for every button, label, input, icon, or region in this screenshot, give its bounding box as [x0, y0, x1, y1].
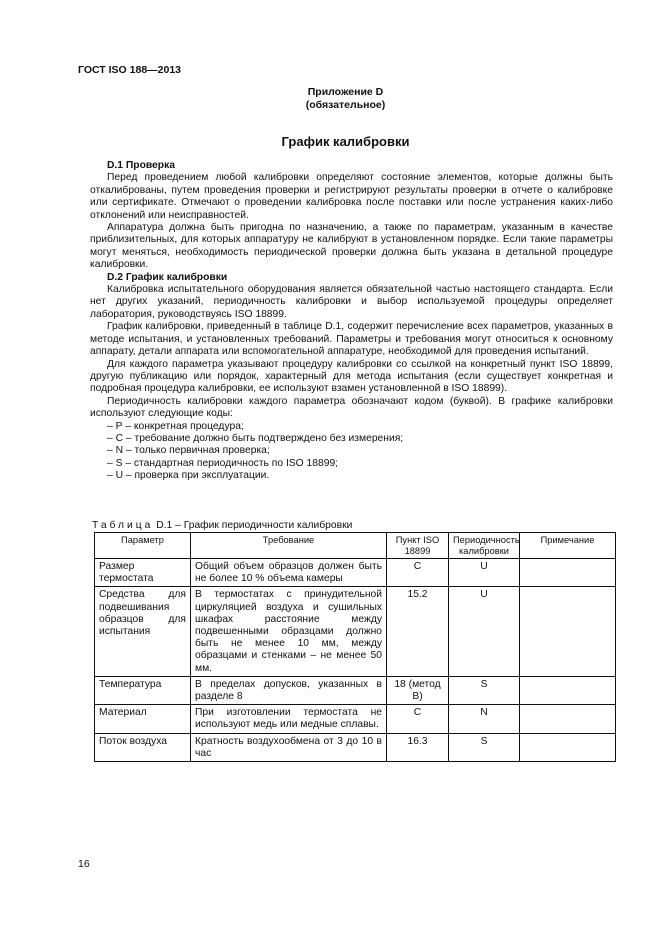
paragraph-d2-4: Периодичность калибровки каждого параметра обозначают кодом (буквой). В графике калибровки используют следующие коды:: [90, 395, 613, 420]
table-row: [95, 705, 616, 733]
paragraph-d2-2: График калибровки, приведенный в таблице D.1, содержит перечисление всех параметров, указанных в методе испытания, и установленных требований. Параметры и требования могут относиться к основному аппарату, детали аппарата или вспомогательной аппаратуре, необходимой для проведения испытаний.: [90, 321, 613, 358]
code-list-item: – U – проверка при эксплуатации.: [107, 470, 270, 482]
cell-requirement: В термостатах с принудительной циркуляцией воздуха и сушильных шкафах расстояние между подвешенными образцами должно быть не менее 10 мм, между образцами и стенками – не менее 50 мм.: [191, 587, 387, 676]
cell-clause: 18 (метод B): [387, 676, 449, 704]
cell-clause: 16.3: [387, 733, 449, 761]
header-requirement: Требование: [191, 533, 387, 559]
cell-note: [520, 559, 616, 587]
table-row: [95, 587, 616, 676]
cell-requirement: Кратность воздухообмена от 3 до 10 в час: [191, 733, 387, 761]
cell-parameter: Размер термостата: [95, 559, 191, 587]
cell-requirement: При изготовлении термостата не используют медь или медные сплавы.: [191, 705, 387, 733]
annex-status: (обязательное): [305, 99, 386, 111]
code-list-item: – Р – конкретная процедура;: [107, 420, 244, 432]
cell-parameter: Средства для подвешивания образцов для испытания: [95, 587, 191, 676]
cell-clause: C: [387, 705, 449, 733]
cell-periodicity: S: [449, 733, 520, 761]
code-list-item: – N – только первичная проверка;: [107, 445, 270, 457]
cell-periodicity: U: [449, 559, 520, 587]
cell-clause: C: [387, 559, 449, 587]
page-number: 16: [78, 858, 90, 870]
code-list-item: – С – требование должно быть подтверждено без измерения;: [107, 432, 404, 444]
header-clause: Пункт ISO 18899: [387, 533, 449, 559]
page-title: График калибровки: [281, 134, 410, 149]
document-id: ГОСТ ISO 188—2013: [78, 64, 182, 76]
code-list-item: – S – стандартная периодичность по ISO 18899;: [107, 457, 339, 469]
table-caption-text: D.1 – График периодичности калибровки: [156, 520, 353, 531]
annex-title: Приложение D: [307, 86, 384, 98]
table-row: [95, 676, 616, 704]
paragraph-d1-1: Перед проведением любой калибровки определяют состояние элементов, которые должны быть откалиброваны, путем проведения проверки и регистрируют результаты проверки в отчете о калибровке или сертификате. Отмечают о проведении калибровка после поставки или после устранения каких-либо отклонений или неисправностей.: [90, 172, 613, 221]
cell-parameter: Температура: [95, 676, 191, 704]
table-row: [95, 559, 616, 587]
paragraph-d2-1: Калибровка испытательного оборудования является обязательной частью настоящего стандарта. Если нет других указаний, периодичность калибровки и выбор используемой процедуры определяет лаборатория, руководствуясь ISO 18899.: [90, 284, 613, 320]
table-caption-word: Таблица: [92, 520, 154, 531]
cell-parameter: Поток воздуха: [95, 733, 191, 761]
cell-requirement: В пределах допусков, указанных в разделе 8: [191, 676, 387, 704]
paragraph-d1-2: Аппаратура должна быть пригодна по назначению, а также по параметрам, указанным в качестве приблизительных, для которых аппаратуру не калибруют в установленном порядке. Если такие параметры могут меняться, необходимость периодической проверки должна быть указана в детальной процедуре калибровки.: [90, 222, 613, 271]
header-note: Примечание: [520, 533, 616, 559]
paragraph-d2-3: Для каждого параметра указывают процедуру калибровки со ссылкой на конкретный пункт ISO 18899, другую публикацию или порядок, характерный для метода испытания (если существует конкретная и подробная процедура калибровки, ее используют взамен установленной в ISO 18899).: [90, 358, 613, 395]
calibration-table: [94, 532, 616, 762]
table-header-row: [95, 533, 616, 559]
header-parameter: Параметр: [95, 533, 191, 559]
section-heading-d2: D.2 График калибровки: [107, 271, 228, 283]
body-text: [90, 160, 613, 483]
cell-note: [520, 705, 616, 733]
cell-note: [520, 587, 616, 676]
cell-note: [520, 733, 616, 761]
annex-heading: [0, 86, 661, 112]
cell-periodicity: N: [449, 705, 520, 733]
cell-periodicity: S: [449, 676, 520, 704]
table-caption: [92, 520, 352, 531]
table-row: [95, 733, 616, 761]
cell-requirement: Общий объем образцов должен быть не более 10 % объема камеры: [191, 559, 387, 587]
header-periodicity: Периодичность калибровки: [449, 533, 520, 559]
cell-parameter: Материал: [95, 705, 191, 733]
section-heading-d1: D.1 Проверка: [107, 160, 175, 171]
code-list: [90, 421, 613, 483]
cell-periodicity: U: [449, 587, 520, 676]
cell-note: [520, 676, 616, 704]
cell-clause: 15.2: [387, 587, 449, 676]
